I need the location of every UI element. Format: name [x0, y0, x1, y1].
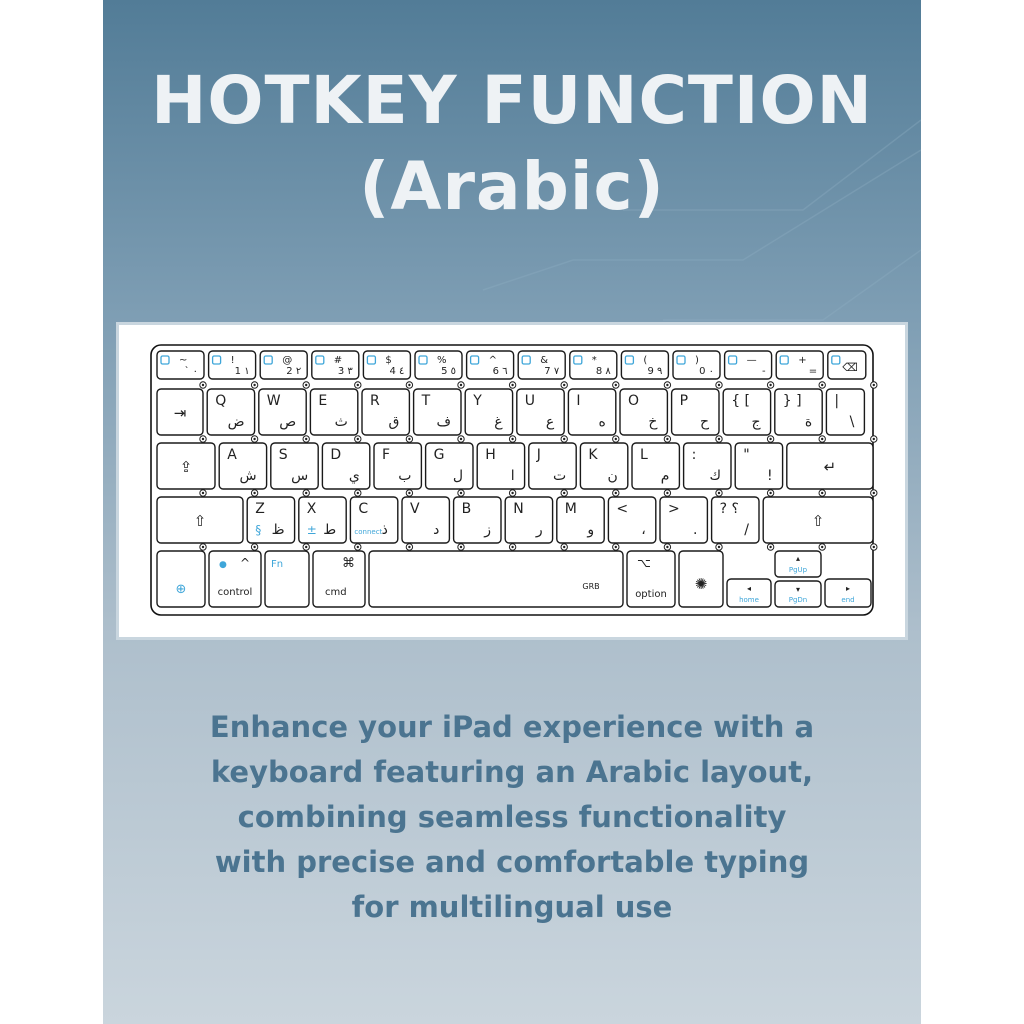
key-arabic-label: ظ [271, 522, 285, 538]
key-latin-label: Q [215, 393, 227, 409]
key-latin-label: E [318, 393, 328, 409]
plus-minus-label: ± [306, 523, 317, 537]
key-cmd-cap [313, 551, 365, 607]
screw-dot-center [718, 546, 720, 548]
screw-dot-center [718, 384, 720, 386]
key-bottom-symbol: ` ٠ [184, 366, 198, 377]
key-latin-label: G [433, 447, 445, 463]
key-bottom-symbol: 8 ٨ [595, 366, 611, 377]
key-latin-label: K [588, 447, 598, 463]
screw-dot-center [202, 438, 204, 440]
key-bottom-symbol: - [761, 366, 766, 377]
screw-dot-center [666, 384, 668, 386]
key-arabic-label: ل [452, 468, 463, 484]
screw-dot-center [615, 492, 617, 494]
key-control[interactable] [209, 551, 261, 607]
key-bottom-symbol: 6 ٦ [492, 366, 508, 377]
key-arabic-label: ف [436, 414, 451, 430]
key-bottom-symbol: 5 ٥ [441, 366, 456, 377]
key-arabic-label: ث [334, 414, 348, 430]
screw-dot-center [408, 384, 410, 386]
screw-dot-center [460, 384, 462, 386]
globe-icon: ⊕ [175, 582, 187, 597]
screw-dot-center [511, 492, 513, 494]
key-top-symbol: % [437, 355, 447, 366]
key-top-symbol: ) [695, 355, 699, 366]
key-latin-label: X [306, 501, 317, 517]
key-arabic-label: و [587, 522, 595, 538]
screw-dot-center [460, 492, 462, 494]
key-arabic-label: ت [553, 468, 567, 484]
key-latin-label: L [640, 447, 648, 463]
arrow-down-icon: ▾ [795, 585, 801, 594]
screw-dot-center [511, 384, 513, 386]
cmd-symbol: ⌘ [342, 556, 355, 571]
keyboard-layout [119, 325, 905, 637]
screw-dot-center [253, 492, 255, 494]
screw-dot-center [769, 492, 771, 494]
key-latin-label: | [834, 393, 840, 409]
key-bottom-symbol: 3 ٣ [337, 366, 353, 377]
key-shift-right-icon: ⇧ [811, 512, 825, 530]
key-arabic-label: / [744, 522, 749, 538]
screw-dot-center [563, 546, 565, 548]
key-arabic-label: ذ [381, 522, 388, 538]
key-arabic-label: ة [804, 414, 813, 430]
key-top-symbol: $ [385, 355, 392, 366]
key-bottom-symbol: 2 ٢ [286, 366, 302, 377]
screw-dot-center [769, 438, 771, 440]
key-latin-label: W [266, 393, 281, 409]
screw-dot-center [408, 492, 410, 494]
key-arabic-label: خ [648, 414, 658, 430]
key-latin-label: R [370, 393, 380, 409]
key-tab-icon: ⇥ [173, 404, 187, 422]
key-capslock-icon: ⇪ [179, 458, 193, 476]
screw-dot-center [821, 384, 823, 386]
screw-dot-center [666, 546, 668, 548]
control-caret: ^ [239, 556, 251, 570]
key-latin-label: D [330, 447, 342, 463]
description [103, 705, 921, 930]
key-arabic-label: ن [607, 468, 618, 484]
screw-dot-center [873, 546, 875, 548]
screw-dot-center [305, 492, 307, 494]
option-label: option [635, 589, 667, 600]
key-arabic-label: ح [699, 414, 709, 430]
screw-dot-center [202, 492, 204, 494]
home-label: home [739, 596, 759, 604]
key-globe-cap [157, 551, 205, 607]
keyboard-image-frame [116, 322, 908, 640]
description-line: Enhance your iPad experience with a [209, 710, 815, 744]
key-top-symbol: ( [643, 355, 648, 366]
key-top-symbol: * [591, 355, 597, 366]
key-arabic-label: ! [766, 468, 773, 484]
key-latin-label: > [668, 501, 680, 517]
key-top-symbol: ~ [179, 355, 188, 366]
screw-dot-center [666, 492, 668, 494]
screw-dot-center [873, 384, 875, 386]
key-arabic-label: ز [484, 522, 491, 538]
key-arabic-label: ص [279, 414, 297, 430]
screw-dot-center [769, 384, 771, 386]
mic-icon: ● [219, 560, 227, 570]
key-arabic-label: ش [239, 468, 257, 484]
section-sign-label: § [255, 523, 262, 537]
key-globe[interactable] [157, 551, 205, 607]
key-latin-label: P [679, 393, 689, 409]
key-bottom-symbol: 9 ٩ [647, 366, 663, 377]
key-latin-label: J [536, 447, 541, 463]
key-backslash-cap [826, 389, 864, 435]
key-enter-icon: ↵ [823, 458, 837, 476]
key-arabic-label: م [660, 468, 670, 484]
description-line: combining seamless functionality [237, 800, 787, 834]
key-bottom-symbol: 1 ١ [234, 366, 250, 377]
key-top-symbol: ! [230, 355, 235, 366]
screw-dot-center [615, 546, 617, 548]
screw-dot-center [408, 438, 410, 440]
description-line: keyboard featuring an Arabic layout, [210, 755, 814, 789]
key-top-symbol: & [540, 355, 549, 366]
key-top-symbol: # [333, 355, 343, 366]
key-bottom-symbol: 7 ٧ [544, 366, 560, 377]
key-backslash[interactable] [826, 389, 864, 435]
pgdn-label: PgDn [788, 596, 808, 604]
screw-dot-center [253, 438, 255, 440]
key-arabic-label: ، [641, 522, 646, 538]
key-bottom-symbol: = [808, 366, 818, 377]
screw-dot-center [821, 492, 823, 494]
key-arabic-label: ب [398, 468, 412, 484]
screw-dot-center [821, 546, 823, 548]
screw-dot-center [305, 384, 307, 386]
key-latin-label: N [513, 501, 524, 517]
screw-dot-center [615, 384, 617, 386]
key-arabic-label: ك [709, 468, 721, 484]
screw-dot-center [718, 438, 720, 440]
screw-dot-center [873, 438, 875, 440]
fn-label: Fn [271, 559, 284, 570]
key-latin-label: F [382, 447, 391, 463]
arrow-right-icon: ▸ [845, 584, 851, 593]
screw-dot-center [563, 438, 565, 440]
key-latin-label: B [461, 501, 472, 517]
key-arabic-label: . [692, 522, 698, 538]
key-latin-label: Z [255, 501, 265, 517]
grb-badge: GRB [582, 582, 600, 591]
screw-dot-center [821, 438, 823, 440]
key-latin-label: O [628, 393, 640, 409]
screw-dot-center [305, 546, 307, 548]
key-arabic-label: ج [751, 414, 761, 430]
screw-dot-center [718, 492, 720, 494]
key-top-symbol: + [798, 355, 807, 366]
key-space[interactable] [369, 551, 623, 607]
page-title: HOTKEY FUNCTION [151, 62, 873, 139]
screw-dot-center [511, 546, 513, 548]
key-arabic-label: غ [494, 414, 503, 430]
description-line: for multilingual use [351, 890, 673, 924]
key-latin-label: { [ [731, 393, 751, 409]
key-arabic-label: ي [348, 468, 360, 484]
key-latin-label: M [564, 501, 577, 517]
end-label: end [841, 596, 855, 604]
key-arabic-label: ه [598, 414, 606, 430]
screw-dot-center [873, 492, 875, 494]
screw-dot-center [615, 438, 617, 440]
screw-dot-center [460, 438, 462, 440]
key-latin-label: C [358, 501, 369, 517]
option-symbol: ⌥ [637, 556, 651, 570]
key-latin-label: " [743, 447, 750, 463]
key-arabic-label: ض [227, 414, 245, 430]
key-arabic-label: \ [849, 414, 855, 430]
description-line: with precise and comfortable typing [214, 845, 810, 879]
key-arabic-label: ر [535, 522, 543, 538]
arrow-up-icon: ▴ [795, 554, 801, 563]
screw-dot-center [563, 384, 565, 386]
key-space-cap [369, 551, 623, 607]
key-top-symbol: @ [282, 355, 293, 366]
key-arabic-label: ق [388, 414, 400, 430]
key-arabic-label: د [433, 522, 440, 538]
pgup-label: PgUp [788, 566, 808, 574]
screw-dot-center [357, 492, 359, 494]
key-latin-label: I [576, 393, 581, 409]
light-bulb-icon: ✺ [694, 575, 708, 593]
screw-dot-center [460, 546, 462, 548]
key-cmd[interactable] [313, 551, 365, 607]
key-latin-label: H [485, 447, 496, 463]
key-bottom-symbol: 0 ٠ [699, 366, 714, 377]
arrow-left-icon: ◂ [746, 584, 752, 593]
screw-dot-center [202, 546, 204, 548]
screw-dot-center [253, 546, 255, 548]
screw-dot-center [305, 438, 307, 440]
key-latin-label: T [421, 393, 431, 409]
key-bottom-symbol: 4 ٤ [389, 366, 405, 377]
screw-dot-center [202, 384, 204, 386]
key-control-cap [209, 551, 261, 607]
screw-dot-center [769, 546, 771, 548]
screw-dot-center [357, 384, 359, 386]
cmd-label: cmd [325, 587, 347, 598]
screw-dot-center [408, 546, 410, 548]
key-shift-left-icon: ⇧ [193, 512, 207, 530]
key-latin-label: S [278, 447, 288, 463]
key-latin-label: Y [473, 393, 482, 409]
key-latin-label: < [616, 501, 629, 517]
key-top-symbol: — [746, 355, 757, 366]
key-latin-label: U [524, 393, 536, 409]
key-arabic-label: ع [545, 414, 555, 430]
screw-dot-center [253, 384, 255, 386]
control-label: control [217, 587, 253, 598]
screw-dot-center [563, 492, 565, 494]
key-latin-label: V [410, 501, 420, 517]
key-latin-label: A [227, 447, 237, 463]
page-subtitle: (Arabic) [359, 148, 665, 225]
delete-icon: ⌫ [842, 361, 858, 374]
key-arabic-label: ط [323, 522, 337, 538]
connect-label: connect [354, 528, 383, 536]
screw-dot-center [357, 438, 359, 440]
key-top-symbol: ^ [488, 355, 497, 366]
screw-dot-center [666, 438, 668, 440]
key-arabic-label: س [291, 468, 309, 484]
key-latin-label: } ] [782, 393, 802, 409]
key-latin-label: : [691, 447, 697, 463]
key-arabic-label: ا [510, 468, 515, 484]
key-latin-label: ? ؟ [719, 501, 739, 517]
screw-dot-center [511, 438, 513, 440]
screw-dot-center [357, 546, 359, 548]
